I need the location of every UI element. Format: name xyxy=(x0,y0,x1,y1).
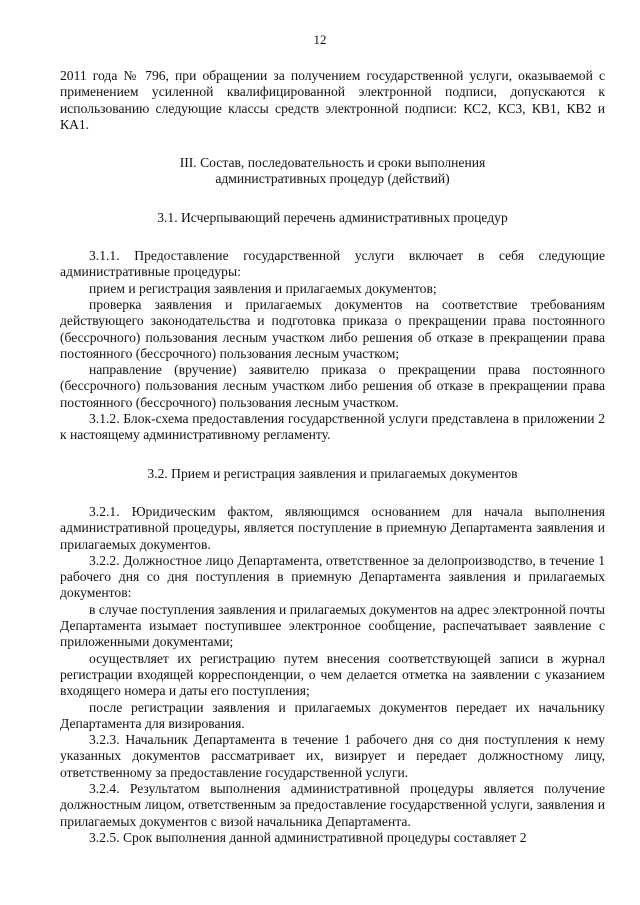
paragraph-3-1-2: 3.1.2. Блок-схема предоставления государственной услуги представлена в приложении 2 к настоящему административному регламенту. xyxy=(60,411,605,443)
section-3-heading xyxy=(60,155,605,188)
section-3-title-line-2: административных процедур (действий) xyxy=(215,171,450,187)
intro-paragraph: 2011 года № 796, при обращении за получением государственной услуги, оказываемой с применением усиленной квалифицированной электронной подписи, допускаются к использованию следующие классы средств электронной подписи: КС2, КС3, КВ1, КВ2 и КА1. xyxy=(60,68,605,132)
page-content xyxy=(60,68,605,846)
list-item-transfer: после регистрации заявления и прилагаемых документов передает их начальнику Департамента для визирования. xyxy=(60,699,605,731)
paragraph-3-2-1: 3.2.1. Юридическим фактом, являющимся основанием для начала выполнения административной процедуры, является поступление в приемную Департамента заявления и прилагаемых документов. xyxy=(60,503,605,552)
paragraph-3-2-2: 3.2.2. Должностное лицо Департамента, ответственное за делопроизводство, в течение 1 рабочего дня со дня поступления в приемную Департамента заявления и прилагаемых документов: xyxy=(60,552,605,601)
list-item-reception: прием и регистрация заявления и прилагаемых документов; xyxy=(89,280,437,296)
list-item-email: в случае поступления заявления и прилагаемых документов на адрес электронной почты Департамента изымает поступившее электронное сообщение, распечатывает заявление с приложенными документами; xyxy=(60,601,605,650)
paragraph-3-1-1: 3.1.1. Предоставление государственной услуги включает в себя следующие административные процедуры: xyxy=(60,248,605,280)
paragraph-3-2-4: 3.2.4. Результатом выполнения административной процедуры является получение должностным лицом, ответственным за предоставление государственной услуги, заявления и прилагаемых документов с визой начальника Департамента. xyxy=(60,780,605,829)
page-number: 12 xyxy=(313,32,327,47)
subsection-3-2-title: 3.2. Прием и регистрация заявления и прилагаемых документов xyxy=(147,465,518,481)
section-3-title-line-1: III. Состав, последовательность и сроки выполнения xyxy=(179,155,486,171)
paragraph-3-2-3: 3.2.3. Начальник Департамента в течение 1 рабочего дня со дня поступления к нему указанных документов рассматривает их, визирует и передает должностному лицу, ответственному за предоставление государственной услуги. xyxy=(60,732,605,780)
list-item-delivery: направление (вручение) заявителю приказа о прекращении права постоянного (бессрочного) пользования лесным участком либо решения об отказе в прекращении права постоянного (бессрочного) пользования лесным участком. xyxy=(60,362,605,410)
list-item-registration: осуществляет их регистрацию путем внесения соответствующей записи в журнал регистрации входящей корреспонденции, о чем делается отметка на заявлении с указанием входящего номера и даты его поступления; xyxy=(60,650,605,699)
list-item-verification: проверка заявления и прилагаемых документов на соответствие требованиям действующего законодательства и подготовка приказа о прекращении права постоянного (бессрочного) пользования лесным участком либо решения об отказе в прекращении права постоянного (бессрочного) пользования лесным участком; xyxy=(60,296,605,361)
subsection-3-1-title: 3.1. Исчерпывающий перечень административных процедур xyxy=(157,209,508,225)
paragraph-3-2-5: 3.2.5. Срок выполнения данной административной процедуры составляет 2 xyxy=(89,829,527,845)
